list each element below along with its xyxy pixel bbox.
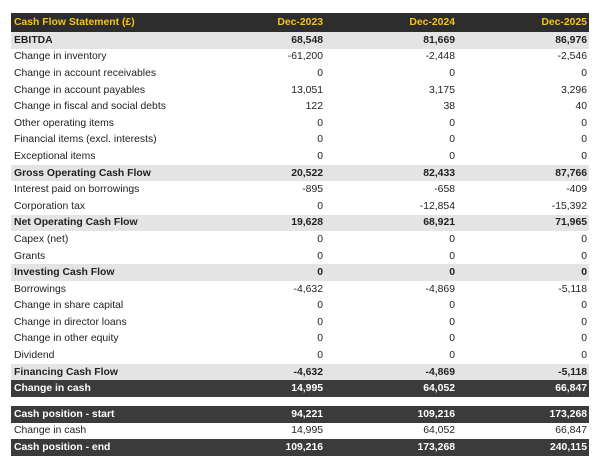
table-header <box>11 13 589 32</box>
row-value: 0 <box>449 316 455 328</box>
row-value: 0 <box>449 350 455 362</box>
row-label: Change in fiscal and social debts <box>14 101 166 113</box>
row-value: 240,115 <box>550 442 587 454</box>
row-value: 173,268 <box>417 442 455 454</box>
row-value: 66,847 <box>555 425 587 437</box>
row-label: Financial items (excl. interests) <box>14 134 157 146</box>
row-value: -4,869 <box>425 283 455 295</box>
column-header-2: Dec-2024 <box>409 17 455 28</box>
row-value: 40 <box>575 101 587 113</box>
row-label: Net Operating Cash Flow <box>14 217 138 229</box>
row-value: 87,766 <box>555 167 587 179</box>
row-value: 0 <box>317 150 323 162</box>
row-value: 0 <box>317 350 323 362</box>
row-value: 3,175 <box>428 84 455 96</box>
row-value: 0 <box>317 333 323 345</box>
table-row <box>11 98 589 115</box>
row-label: Change in cash <box>14 425 87 437</box>
row-value: 0 <box>449 67 455 79</box>
row-value: 0 <box>581 150 587 162</box>
row-value: 20,522 <box>291 167 323 179</box>
row-value: -5,118 <box>558 283 587 295</box>
row-value: 0 <box>581 233 587 245</box>
section-gap <box>11 397 589 406</box>
row-value: 0 <box>449 150 455 162</box>
cash-flow-table <box>11 13 589 456</box>
row-value: 68,548 <box>291 34 323 46</box>
table-row <box>11 423 589 440</box>
row-value: -658 <box>434 184 455 196</box>
row-label: Financing Cash Flow <box>14 366 118 378</box>
row-value: 0 <box>449 333 455 345</box>
row-label: Other operating items <box>14 117 114 129</box>
row-value: -12,854 <box>419 200 455 212</box>
table-row <box>11 115 589 132</box>
table-row <box>11 281 589 298</box>
row-value: 122 <box>305 101 323 113</box>
row-label: Investing Cash Flow <box>14 267 115 279</box>
row-value: -15,392 <box>551 200 587 212</box>
row-value: 0 <box>449 300 455 312</box>
row-value: 13,051 <box>291 84 323 96</box>
column-header-3: Dec-2025 <box>541 17 587 28</box>
table-row <box>11 364 589 381</box>
table-row <box>11 65 589 82</box>
row-value: 0 <box>581 267 587 279</box>
row-value: 0 <box>449 134 455 146</box>
row-value: 109,216 <box>285 442 323 454</box>
row-label: Interest paid on borrowings <box>14 184 140 196</box>
row-value: 0 <box>317 200 323 212</box>
row-value: 82,433 <box>423 167 455 179</box>
table-row <box>11 347 589 364</box>
row-value: 64,052 <box>423 425 455 437</box>
row-value: 0 <box>581 333 587 345</box>
table-row <box>11 314 589 331</box>
row-value: 173,268 <box>549 408 587 420</box>
row-value: 0 <box>317 134 323 146</box>
row-value: 0 <box>581 316 587 328</box>
row-value: -2,448 <box>425 51 455 63</box>
row-value: 0 <box>317 233 323 245</box>
table-row <box>11 132 589 149</box>
row-value: 86,976 <box>555 34 587 46</box>
row-value: 14,995 <box>291 425 323 437</box>
table-row <box>11 298 589 315</box>
table-row <box>11 380 589 397</box>
row-value: 14,995 <box>291 383 323 395</box>
table-row <box>11 82 589 99</box>
table-row <box>11 32 589 49</box>
row-value: 0 <box>581 250 587 262</box>
row-value: 0 <box>581 350 587 362</box>
row-value: 38 <box>443 101 455 113</box>
row-label: Cash position - end <box>14 442 111 454</box>
row-label: Dividend <box>14 350 55 362</box>
row-label: Change in account receivables <box>14 67 157 79</box>
row-value: 0 <box>449 233 455 245</box>
table-row <box>11 406 589 423</box>
row-value: 66,847 <box>555 383 587 395</box>
table-row <box>11 181 589 198</box>
row-label: Grants <box>14 250 46 262</box>
row-label: Gross Operating Cash Flow <box>14 167 151 179</box>
row-label: Cash position - start <box>14 408 115 420</box>
table-row <box>11 165 589 182</box>
row-value: 71,965 <box>555 217 587 229</box>
row-label: Exceptional items <box>14 150 96 162</box>
row-value: -895 <box>302 184 323 196</box>
row-value: 0 <box>581 134 587 146</box>
row-value: 81,669 <box>423 34 455 46</box>
row-label: Borrowings <box>14 283 66 295</box>
row-value: -409 <box>566 184 587 196</box>
row-value: -5,118 <box>558 366 587 378</box>
row-value: 0 <box>449 267 455 279</box>
row-label: Change in other equity <box>14 333 119 345</box>
row-value: 19,628 <box>291 217 323 229</box>
table-row <box>11 148 589 165</box>
row-value: 0 <box>317 316 323 328</box>
row-label: Corporation tax <box>14 200 86 212</box>
row-value: 0 <box>449 117 455 129</box>
row-value: 0 <box>317 67 323 79</box>
row-value: 94,221 <box>291 408 323 420</box>
row-value: 0 <box>581 67 587 79</box>
row-value: 0 <box>581 300 587 312</box>
row-value: -2,546 <box>557 51 587 63</box>
row-value: 64,052 <box>423 383 455 395</box>
row-label: Change in cash <box>14 383 91 395</box>
row-label: Change in share capital <box>14 300 124 312</box>
table-row <box>11 198 589 215</box>
row-value: 0 <box>581 117 587 129</box>
table-row <box>11 439 589 456</box>
table-row <box>11 264 589 281</box>
row-value: 0 <box>317 250 323 262</box>
table-row <box>11 248 589 265</box>
table-row <box>11 215 589 232</box>
table-row <box>11 231 589 248</box>
row-value: 68,921 <box>423 217 455 229</box>
table-title: Cash Flow Statement (£) <box>14 17 135 28</box>
row-value: 109,216 <box>417 408 455 420</box>
table-row <box>11 49 589 66</box>
row-value: 0 <box>449 250 455 262</box>
row-label: EBITDA <box>14 34 53 46</box>
row-value: 0 <box>317 267 323 279</box>
row-value: 0 <box>317 117 323 129</box>
row-value: 3,296 <box>560 84 587 96</box>
row-value: -61,200 <box>287 51 323 63</box>
row-label: Capex (net) <box>14 233 69 245</box>
row-value: -4,632 <box>293 283 323 295</box>
table-body <box>11 32 589 397</box>
row-label: Change in account payables <box>14 84 146 96</box>
row-value: -4,632 <box>293 366 323 378</box>
cash-position-section <box>11 406 589 456</box>
column-header-1: Dec-2023 <box>277 17 323 28</box>
row-label: Change in director loans <box>14 316 127 328</box>
row-label: Change in inventory <box>14 51 107 63</box>
row-value: -4,869 <box>425 366 455 378</box>
row-value: 0 <box>317 300 323 312</box>
table-row <box>11 331 589 348</box>
